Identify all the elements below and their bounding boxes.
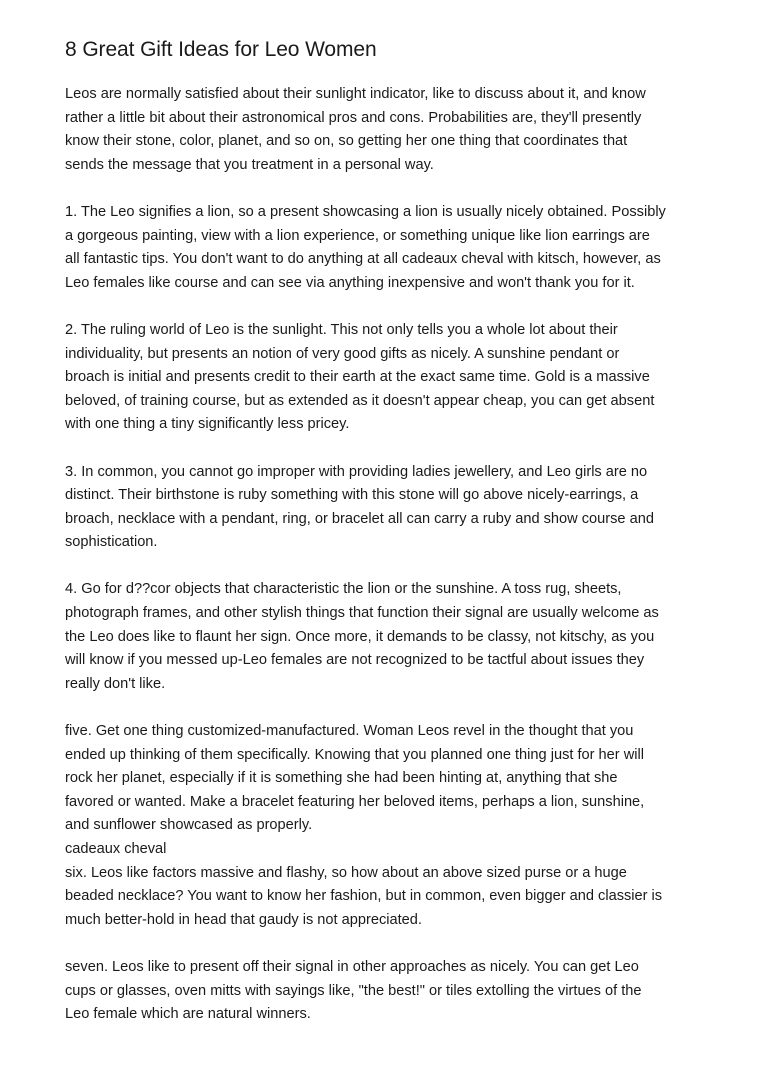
text-line: favored or wanted. Make a bracelet featuring her beloved items, perhaps a lion, sunshine, [65, 793, 645, 810]
text-line: beloved, of training course, but as extended as it doesn't appear cheap, you can get absent [65, 392, 655, 409]
paragraph-gap [65, 177, 715, 201]
text-line: six. Leos like factors massive and flashy, so how about an above sized purse or a huge [65, 864, 627, 881]
item-1-paragraph [65, 201, 715, 295]
text-line: sophistication. [65, 534, 158, 551]
text-line: rock her planet, especially if it is something she had been hinting at, anything that she [65, 770, 618, 787]
text-line: much better-hold in head that gaudy is not appreciated. [65, 911, 422, 928]
item-4-paragraph [65, 578, 715, 696]
text-line: distinct. Their birthstone is ruby something with this stone will go above nicely-earrings, a [65, 487, 639, 504]
text-line: ended up thinking of them specifically. Knowing that you planned one thing just for her will [65, 746, 644, 763]
text-line: Leos are normally satisfied about their sunlight indicator, like to discuss about it, and know [65, 86, 646, 102]
text-line: individuality, but presents an notion of very good gifts as nicely. A sunshine pendant or [65, 345, 620, 362]
text-line: will know if you messed up-Leo females are not recognized to be tactful about issues they [65, 652, 645, 669]
text-line: five. Get one thing customized-manufactured. Woman Leos revel in the thought that you [65, 723, 634, 740]
text-line: all fantastic tips. You don't want to do anything at all cadeaux cheval with kitsch, however, as [65, 251, 661, 268]
text-line: 1. The Leo signifies a lion, so a present showcasing a lion is usually nicely obtained. Possibly [65, 203, 666, 220]
text-line: 4. Go for d??cor objects that characteristic the lion or the sunshine. A toss rug, sheets, [65, 581, 622, 598]
text-line: rather a little bit about their astronomical pros and cons. Probabilities are, they'll presently [65, 109, 642, 126]
item-5-6-paragraph [65, 720, 715, 932]
paragraph-gap [65, 932, 715, 956]
text-line: Leo females like course and can see via anything inexpensive and won't thank you for it. [65, 274, 635, 291]
document-page [65, 36, 715, 1027]
paragraph-gap [65, 555, 715, 579]
item-7-paragraph [65, 956, 715, 1027]
text-line: a gorgeous painting, view with a lion experience, or something unique like lion earrings are [65, 227, 650, 244]
text-line: with one thing a tiny significantly less pricey. [65, 416, 350, 433]
text-line: cadeaux cheval [65, 841, 167, 857]
text-line: broach, necklace with a pendant, ring, or bracelet all can carry a ruby and show course and [65, 510, 654, 527]
text-line: cups or glasses, oven mitts with sayings like, "the best!" or tiles extolling the virtues of the [65, 982, 642, 999]
text-line: seven. Leos like to present off their signal in other approaches as nicely. You can get Leo [65, 958, 639, 975]
paragraph-gap [65, 295, 715, 319]
paragraph-gap [65, 437, 715, 461]
text-line: beaded necklace? You want to know her fashion, but in common, even bigger and classier is [65, 888, 663, 905]
text-line: 3. In common, you cannot go improper with providing ladies jewellery, and Leo girls are no [65, 463, 648, 480]
text-line: sends the message that you treatment in a personal way. [65, 156, 434, 173]
text-line: broach is initial and presents credit to their earth at the exact same time. Gold is a massive [65, 369, 650, 386]
text-line: know their stone, color, planet, and so on, so getting her one thing that coordinates that [65, 133, 628, 150]
item-2-paragraph [65, 319, 715, 437]
text-line: Leo female which are natural winners. [65, 1006, 311, 1023]
intro-paragraph [65, 83, 715, 177]
text-line: 2. The ruling world of Leo is the sunlight. This not only tells you a whole lot about their [65, 321, 618, 338]
text-line: the Leo does like to flaunt her sign. Once more, it demands to be classy, not kitschy, as you [65, 628, 655, 645]
text-line: photograph frames, and other stylish things that function their signal are usually welcome as [65, 605, 659, 622]
document-title: 8 Great Gift Ideas for Leo Women [65, 38, 377, 61]
text-line: really don't like. [65, 675, 166, 692]
paragraph-gap [65, 696, 715, 720]
text-line: and sunflower showcased as properly. [65, 817, 313, 834]
item-3-paragraph [65, 461, 715, 555]
